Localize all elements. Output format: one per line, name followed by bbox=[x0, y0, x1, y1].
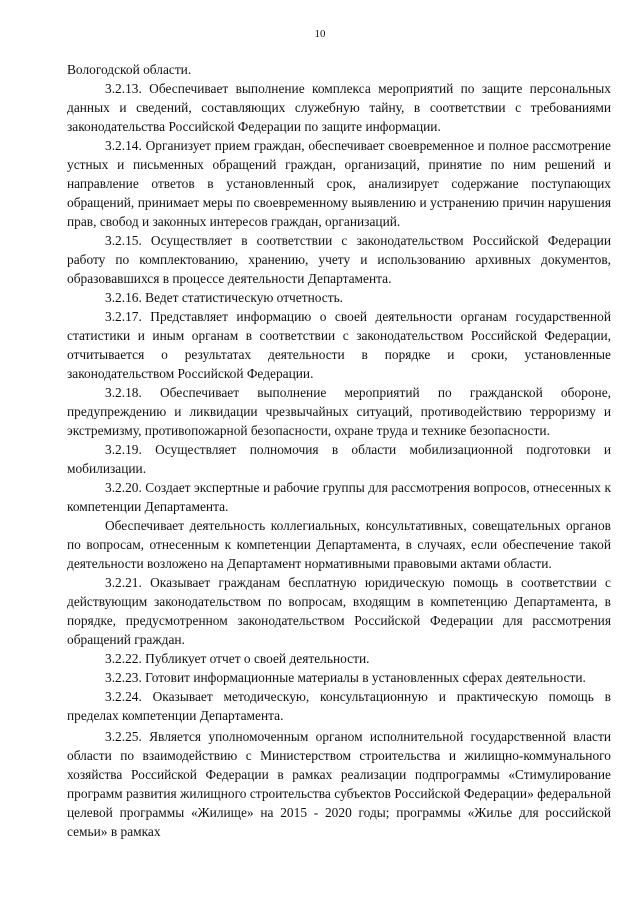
paragraph-3-2-21: 3.2.21. Оказывает гражданам бесплатную юридическую помощь в соответствии с действующим законодательством по вопросам, входящим в компетенцию Департамента, в порядке, предусмотренном законодательством Российской Федерации для рассмотрения обращений граждан. bbox=[67, 575, 611, 647]
paragraph-3-2-22: 3.2.22. Публикует отчет о своей деятельности. bbox=[105, 651, 370, 666]
paragraph-3-2-14: 3.2.14. Организует прием граждан, обеспечивает своевременное и полное рассмотрение устных и письменных обращений граждан, организаций, принятие по ним решений и направление ответов в установленный срок, анализирует содержание поступающих обращений, принимает меры по своевременному выявлению и устранению причин нарушения прав, свобод и законных интересов граждан, организаций. bbox=[67, 138, 611, 229]
paragraph-3-2-19: 3.2.19. Осуществляет полномочия в области мобилизационной подготовки и мобилизации. bbox=[67, 442, 611, 476]
paragraph-continuation: Вологодской области. bbox=[67, 62, 192, 77]
paragraph-3-2-20: 3.2.20. Создает экспертные и рабочие группы для рассмотрения вопросов, отнесенных к компетенции Департамента. bbox=[67, 480, 611, 514]
page-number: 10 bbox=[314, 28, 326, 40]
paragraph-3-2-18: 3.2.18. Обеспечивает выполнение мероприятий по гражданской обороне, предупреждению и ликвидации чрезвычайных ситуаций, противодействию терроризму и экстремизму, противопожарной безопасности, охране труда и технике безопасности. bbox=[67, 385, 611, 438]
paragraph-3-2-13: 3.2.13. Обеспечивает выполнение комплекса мероприятий по защите персональных данных и сведений, составляющих служебную тайну, в соответствии с требованиями законодательства Российской Федерации по защите информации. bbox=[67, 81, 611, 134]
paragraph-3-2-17: 3.2.17. Представляет информацию о своей деятельности органам государственной статистики и иным органам в соответствии с законодательством Российской Федерации, отчитывается о результатах деятельности в порядке и сроки, установленные законодательством Российской Федерации. bbox=[67, 309, 611, 381]
paragraph-3-2-16: 3.2.16. Ведет статистическую отчетность. bbox=[105, 290, 344, 305]
paragraph-3-2-24: 3.2.24. Оказывает методическую, консультационную и практическую помощь в пределах компетенции Департамента. bbox=[67, 689, 611, 723]
paragraph-3-2-23: 3.2.23. Готовит информационные материалы в установленных сферах деятельности. bbox=[105, 670, 586, 685]
paragraph-3-2-15: 3.2.15. Осуществляет в соответствии с законодательством Российской Федерации работу по комплектованию, хранению, учету и использованию архивных документов, образовавшихся в процессе деятельности Департамента. bbox=[67, 233, 611, 286]
document-body bbox=[67, 60, 611, 841]
paragraph-3-2-25: 3.2.25. Является уполномоченным органом исполнительной государственной власти области по взаимодействию с Министерством строительства и жилищно-коммунального хозяйства Российской Федерации в рамках реализации подпрограммы «Стимулирование программ развития жилищного строительства субъектов Российской Федерации» федеральной целевой программы «Жилище» на 2015 - 2020 годы; программы «Жилье для российской семьи» в рамках bbox=[67, 729, 611, 839]
paragraph-3-2-20-continued: Обеспечивает деятельность коллегиальных, консультативных, совещательных органов по вопросам, отнесенным к компетенции Департамента, в случаях, если обеспечение такой деятельности возложено на Департамент нормативными правовыми актами области. bbox=[67, 518, 611, 571]
